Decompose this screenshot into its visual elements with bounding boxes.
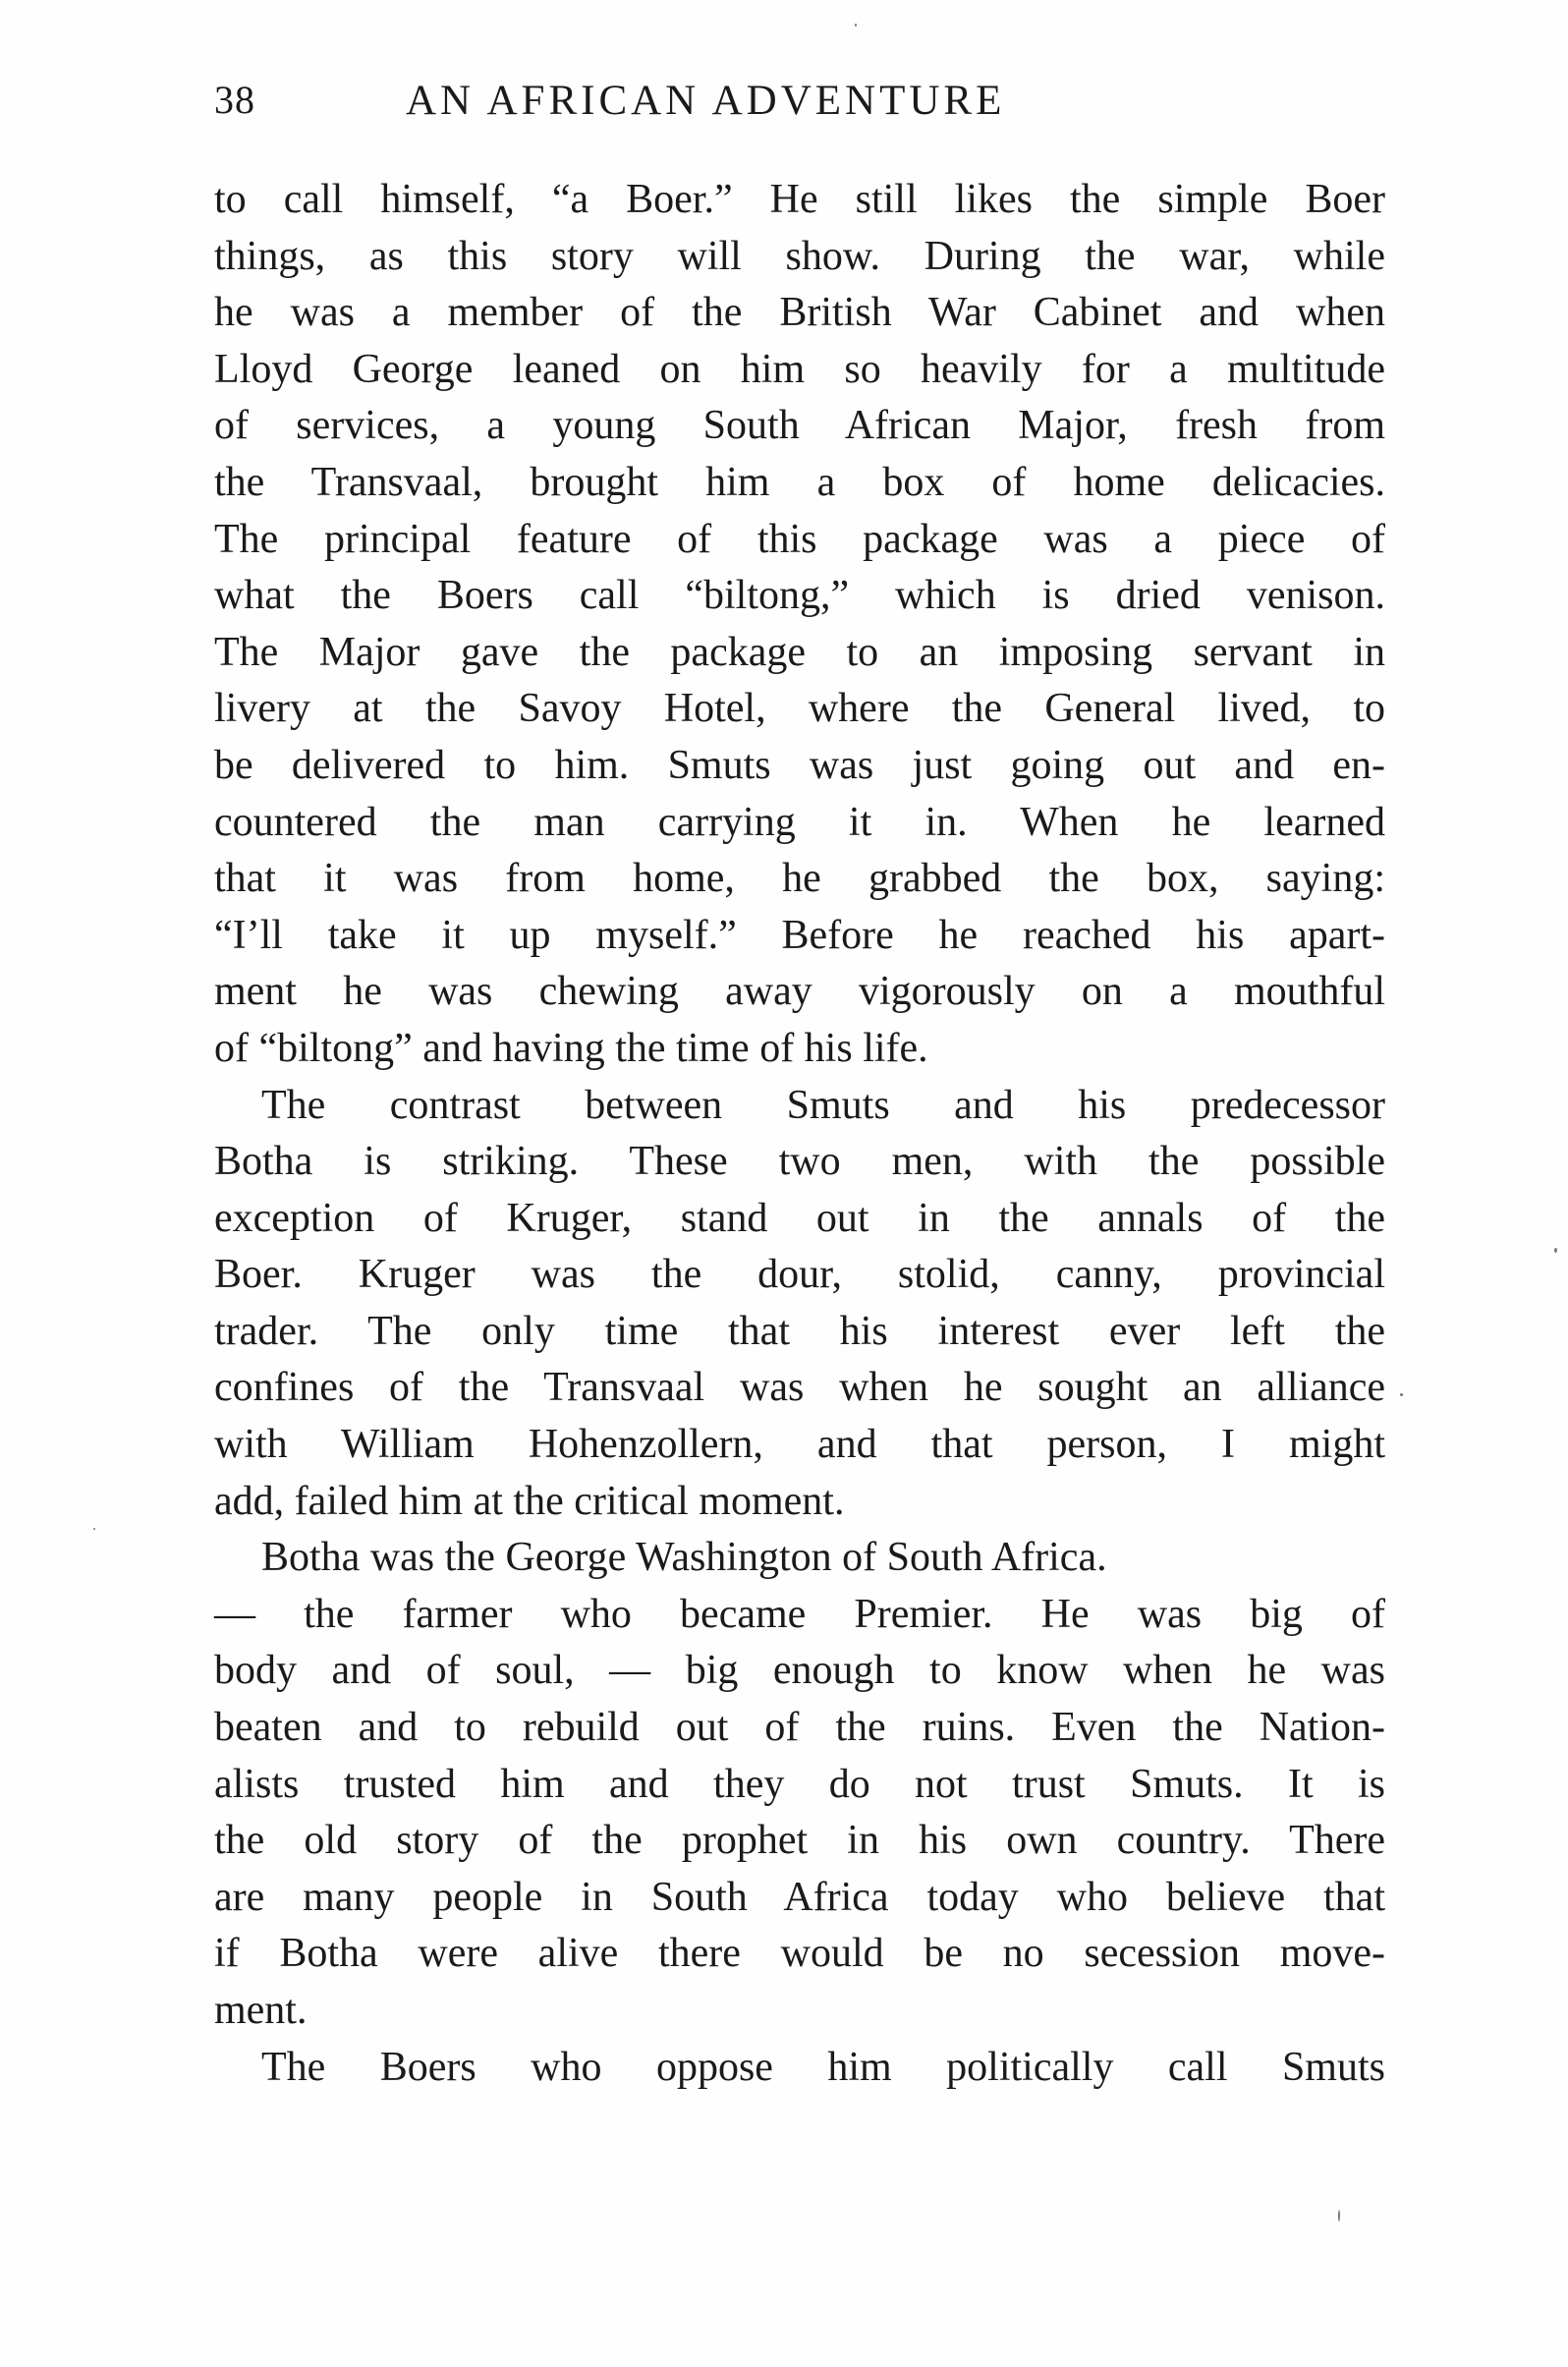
text-line: beaten and to rebuild out of the ruins. Even the Nation-: [214, 1705, 1385, 1751]
text-line: what the Boers call “biltong,” which is dried venison.: [214, 573, 1385, 619]
body-text: [214, 172, 1385, 2096]
scan-speck: [93, 1528, 95, 1530]
text-line: Boer. Kruger was the dour, stolid, canny, provincial: [214, 1252, 1385, 1298]
text-line: add, failed him at the critical moment.: [214, 1478, 845, 1524]
text-line: The Major gave the package to an imposing servant in: [214, 629, 1385, 675]
scan-speck: [1338, 2210, 1340, 2222]
text-line: ment he was chewing away vigorously on a mouthful: [214, 969, 1385, 1015]
text-line: that it was from home, he grabbed the box, saying:: [214, 856, 1385, 902]
text-line: to call himself, “a Boer.” He still likes the simple Boer: [214, 177, 1385, 222]
text-line: if Botha were alive there would be no secession move-: [214, 1931, 1385, 1977]
text-line: of services, a young South African Major, fresh from: [214, 403, 1385, 449]
text-line: ment.: [214, 1988, 308, 2033]
text-line: things, as this story will show. During the war, while: [214, 233, 1385, 279]
text-line: of “biltong” and having the time of his life.: [214, 1025, 928, 1071]
text-line: The contrast between Smuts and his predecessor: [261, 1082, 1385, 1128]
scan-speck: [1554, 1248, 1557, 1253]
text-line: “I’ll take it up myself.” Before he reached his apart-: [214, 912, 1385, 958]
text-line: he was a member of the British War Cabinet and when: [214, 290, 1385, 336]
text-line: exception of Kruger, stand out in the annals of the: [214, 1195, 1385, 1241]
paragraph: [214, 172, 1385, 1078]
text-line: are many people in South Africa today who believe that: [214, 1874, 1385, 1920]
text-line: livery at the Savoy Hotel, where the General lived, to: [214, 686, 1385, 732]
text-line: countered the man carrying it in. When he learned: [214, 799, 1385, 845]
scan-speck: [855, 24, 857, 27]
page-number: 38: [214, 78, 255, 122]
page-header: [214, 77, 1385, 136]
text-line: body and of soul, — big enough to know when he was: [214, 1648, 1385, 1694]
text-line: the Transvaal, brought him a box of home delicacies.: [214, 459, 1385, 505]
text-line: The Boers who oppose him politically call Smuts: [261, 2044, 1385, 2090]
text-line: Botha is striking. These two men, with the possible: [214, 1139, 1385, 1185]
text-line: with William Hohenzollern, and that person, I might: [214, 1422, 1385, 1468]
paragraph: [214, 1530, 1385, 2039]
text-line: alists trusted him and they do not trust Smuts. It is: [214, 1761, 1385, 1807]
scan-speck: [1400, 1393, 1403, 1396]
text-line: The principal feature of this package was a piece of: [214, 516, 1385, 562]
text-line: be delivered to him. Smuts was just going out and en-: [214, 742, 1385, 788]
text-line: confines of the Transvaal was when he sought an alliance: [214, 1365, 1385, 1411]
paragraph: [214, 1078, 1385, 1531]
text-line: Lloyd George leaned on him so heavily for a multitude: [214, 346, 1385, 392]
text-line: the old story of the prophet in his own country. There: [214, 1818, 1385, 1864]
text-line: trader. The only time that his interest ever left the: [214, 1308, 1385, 1354]
text-line: Botha was the George Washington of South Africa.: [261, 1535, 1107, 1581]
paragraph: [214, 2040, 1385, 2097]
running-title: AN AFRICAN ADVENTURE: [406, 78, 1006, 124]
text-line: — the farmer who became Premier. He was big of: [214, 1591, 1385, 1637]
